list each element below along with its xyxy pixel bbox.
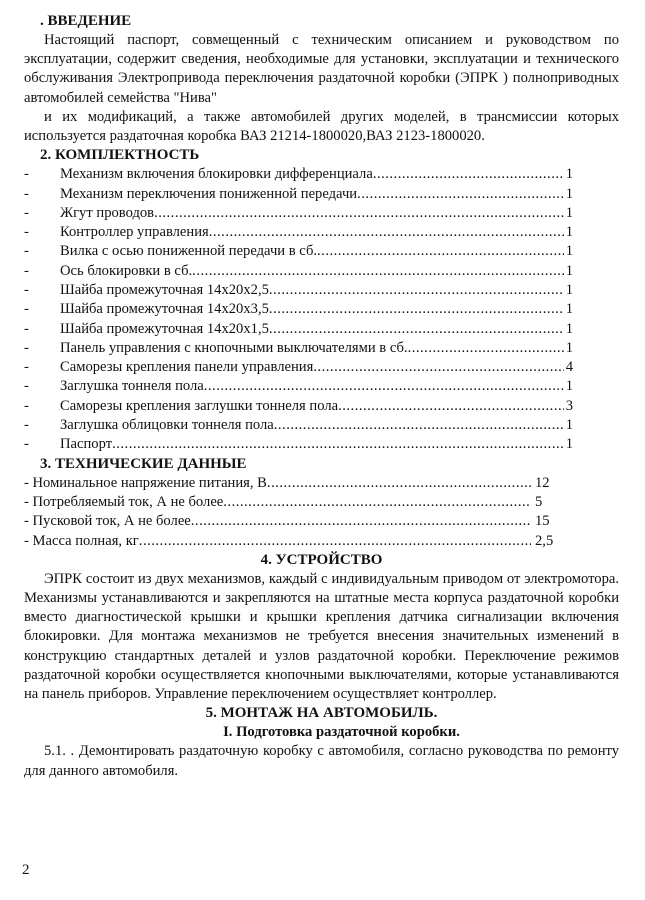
kit-item-label: Заглушка облицовки тоннеля пола bbox=[60, 417, 274, 434]
page-content bbox=[24, 12, 619, 781]
leader-dots bbox=[204, 377, 564, 396]
kit-item-dash: - bbox=[24, 204, 29, 221]
kit-item-dash: - bbox=[24, 417, 29, 434]
kit-item-label: Жгут проводов bbox=[60, 204, 155, 221]
leader-dots bbox=[191, 512, 531, 531]
device-paragraph: ЭПРК состоит из двух механизмов, каждый с индивидуальным приводом от электромотора. Механизмы устанавливаются и закрепляются на штатные места корпуса раздаточной коробки вместо диагностической крышки и крышки крепления датчика сигнализации включения блокировки. Для монтажа механизмов не требуется внесения значительных изменений в конструкцию стандартных деталей и узлов раздаточной коробки. Переключение режимов раздаточной коробки осуществляется кнопочными выключателями, которые устанавливаются на панель приборов. Управление переключением осуществляет контроллер. bbox=[24, 570, 619, 703]
leader-dots bbox=[408, 339, 564, 358]
device-heading: 4. УСТРОЙСТВО bbox=[260, 551, 383, 568]
kit-item-label: Вилка с осью пониженной передачи в сб. bbox=[60, 243, 318, 260]
tech-item bbox=[24, 474, 573, 493]
kit-item bbox=[24, 165, 573, 184]
kit-item-qty: 4 bbox=[565, 359, 573, 376]
tech-item-label: - Номинальное напряжение питания, В bbox=[24, 474, 267, 491]
tech-item bbox=[24, 512, 573, 531]
kit-item-label: Заглушка тоннеля пола bbox=[60, 378, 204, 395]
tech-item-value: 12 bbox=[535, 474, 550, 491]
kit-item-qty: 1 bbox=[565, 301, 573, 318]
kit-item-qty: 1 bbox=[565, 378, 573, 395]
leader-dots bbox=[274, 416, 564, 435]
kit-heading: 2. КОМПЛЕКТНОСТЬ bbox=[40, 147, 200, 164]
leader-dots bbox=[313, 358, 563, 377]
kit-item-dash: - bbox=[24, 397, 29, 414]
kit-item-dash: - bbox=[24, 320, 29, 337]
kit-item bbox=[24, 320, 573, 339]
leader-dots bbox=[209, 223, 564, 242]
kit-item bbox=[24, 358, 573, 377]
kit-item-qty: 1 bbox=[565, 282, 573, 298]
tech-item-label: - Масса полная, кг bbox=[24, 532, 139, 549]
leader-dots bbox=[269, 281, 564, 300]
intro-paragraph-2: и их модификаций, а также автомобилей других моделей, в трансмиссии которых используется раздаточная коробка ВАЗ 21214-1800020,ВАЗ 2123-1800020. bbox=[24, 108, 619, 145]
kit-item-qty: 1 bbox=[565, 436, 573, 453]
leader-dots bbox=[112, 435, 564, 454]
kit-list bbox=[24, 165, 573, 454]
leader-dots bbox=[223, 493, 531, 512]
kit-item-label: Саморезы крепления панели управления bbox=[60, 359, 314, 376]
kit-item-dash: - bbox=[24, 185, 29, 202]
kit-item bbox=[24, 377, 573, 396]
kit-item-label: Паспорт bbox=[60, 436, 113, 453]
kit-item bbox=[24, 223, 573, 242]
intro-paragraph: Настоящий паспорт, совмещенный с техническим описанием и руководством по эксплуатации, содержит сведения, необходимые для установки, эксплуатации и технического обслуживания Электропривода переключения раздаточной коробки (ЭПРК ) полноприводных автомобилей семейства "Нива" bbox=[24, 32, 619, 106]
tech-item-label: - Потребляемый ток, А не более bbox=[24, 493, 224, 510]
kit-item-dash: - bbox=[24, 224, 29, 241]
tech-item bbox=[24, 493, 573, 512]
tech-item-value: 15 bbox=[535, 513, 550, 530]
kit-item-qty: 1 bbox=[565, 339, 573, 356]
kit-item-label: Шайба промежуточная 14х20х2,5 bbox=[60, 282, 269, 298]
tech-item bbox=[24, 532, 573, 551]
kit-item-label: Саморезы крепления заглушки тоннеля пола bbox=[60, 397, 339, 414]
kit-item-qty: 1 bbox=[565, 320, 573, 337]
kit-item-label: Ось блокировки в сб. bbox=[60, 262, 193, 279]
leader-dots bbox=[154, 204, 564, 223]
kit-item-label: Механизм включения блокировки дифференциала bbox=[60, 166, 373, 183]
kit-item-dash: - bbox=[24, 282, 29, 298]
kit-item-qty: 1 bbox=[565, 243, 573, 260]
leader-dots bbox=[373, 165, 564, 184]
leader-dots bbox=[338, 397, 564, 416]
kit-item-qty: 1 bbox=[565, 262, 573, 279]
tech-item-value: 5 bbox=[535, 493, 543, 510]
leader-dots bbox=[267, 474, 531, 493]
leader-dots bbox=[269, 300, 564, 319]
leader-dots bbox=[192, 262, 564, 281]
kit-item-dash: - bbox=[24, 378, 29, 395]
kit-item bbox=[24, 242, 573, 261]
intro-heading: . ВВЕДЕНИЕ bbox=[40, 13, 132, 29]
kit-item-label: Механизм переключения пониженной передачи bbox=[60, 185, 358, 202]
kit-item-qty: 3 bbox=[565, 397, 573, 414]
leader-dots bbox=[269, 320, 564, 339]
leader-dots bbox=[317, 242, 564, 261]
kit-item bbox=[24, 204, 573, 223]
tech-item-label: - Пусковой ток, А не более bbox=[24, 513, 191, 530]
kit-item bbox=[24, 435, 573, 454]
kit-item-dash: - bbox=[24, 436, 29, 453]
kit-item bbox=[24, 185, 573, 204]
leader-dots bbox=[139, 532, 531, 551]
kit-item-dash: - bbox=[24, 339, 29, 356]
kit-item-qty: 1 bbox=[565, 417, 573, 434]
kit-item-label: Шайба промежуточная 14х20х3,5 bbox=[60, 301, 269, 318]
kit-item bbox=[24, 300, 573, 319]
kit-item-dash: - bbox=[24, 166, 29, 183]
kit-item bbox=[24, 339, 573, 358]
kit-item-qty: 1 bbox=[565, 224, 573, 241]
kit-item-dash: - bbox=[24, 301, 29, 318]
tech-item-value: 2,5 bbox=[535, 532, 554, 549]
kit-item-label: Контроллер управления bbox=[60, 224, 209, 241]
page-number: 2 bbox=[22, 862, 30, 878]
kit-item-qty: 1 bbox=[565, 185, 573, 202]
kit-item-label: Шайба промежуточная 14х20х1,5 bbox=[60, 320, 269, 337]
tech-heading: 3. ТЕХНИЧЕСКИЕ ДАННЫЕ bbox=[40, 455, 247, 472]
tech-list bbox=[24, 474, 573, 551]
leader-dots bbox=[357, 185, 564, 204]
kit-item-label: Панель управления с кнопочными выключателями в сб. bbox=[60, 339, 408, 356]
mount-subheading: I. Подготовка раздаточной коробки. bbox=[223, 724, 460, 741]
kit-item bbox=[24, 262, 573, 281]
kit-item-dash: - bbox=[24, 262, 29, 279]
mount-heading: 5. МОНТАЖ НА АВТОМОБИЛЬ. bbox=[205, 705, 438, 722]
kit-item-qty: 1 bbox=[565, 204, 573, 221]
kit-item-dash: - bbox=[24, 243, 29, 260]
kit-item bbox=[24, 416, 573, 435]
kit-item bbox=[24, 397, 573, 416]
kit-item-dash: - bbox=[24, 359, 29, 376]
kit-item-qty: 1 bbox=[565, 166, 573, 183]
mount-step: 5.1. . Демонтировать раздаточную коробку с автомобиля, согласно руководства по ремонту для данного автомобиля. bbox=[24, 743, 619, 779]
kit-item bbox=[24, 281, 573, 300]
